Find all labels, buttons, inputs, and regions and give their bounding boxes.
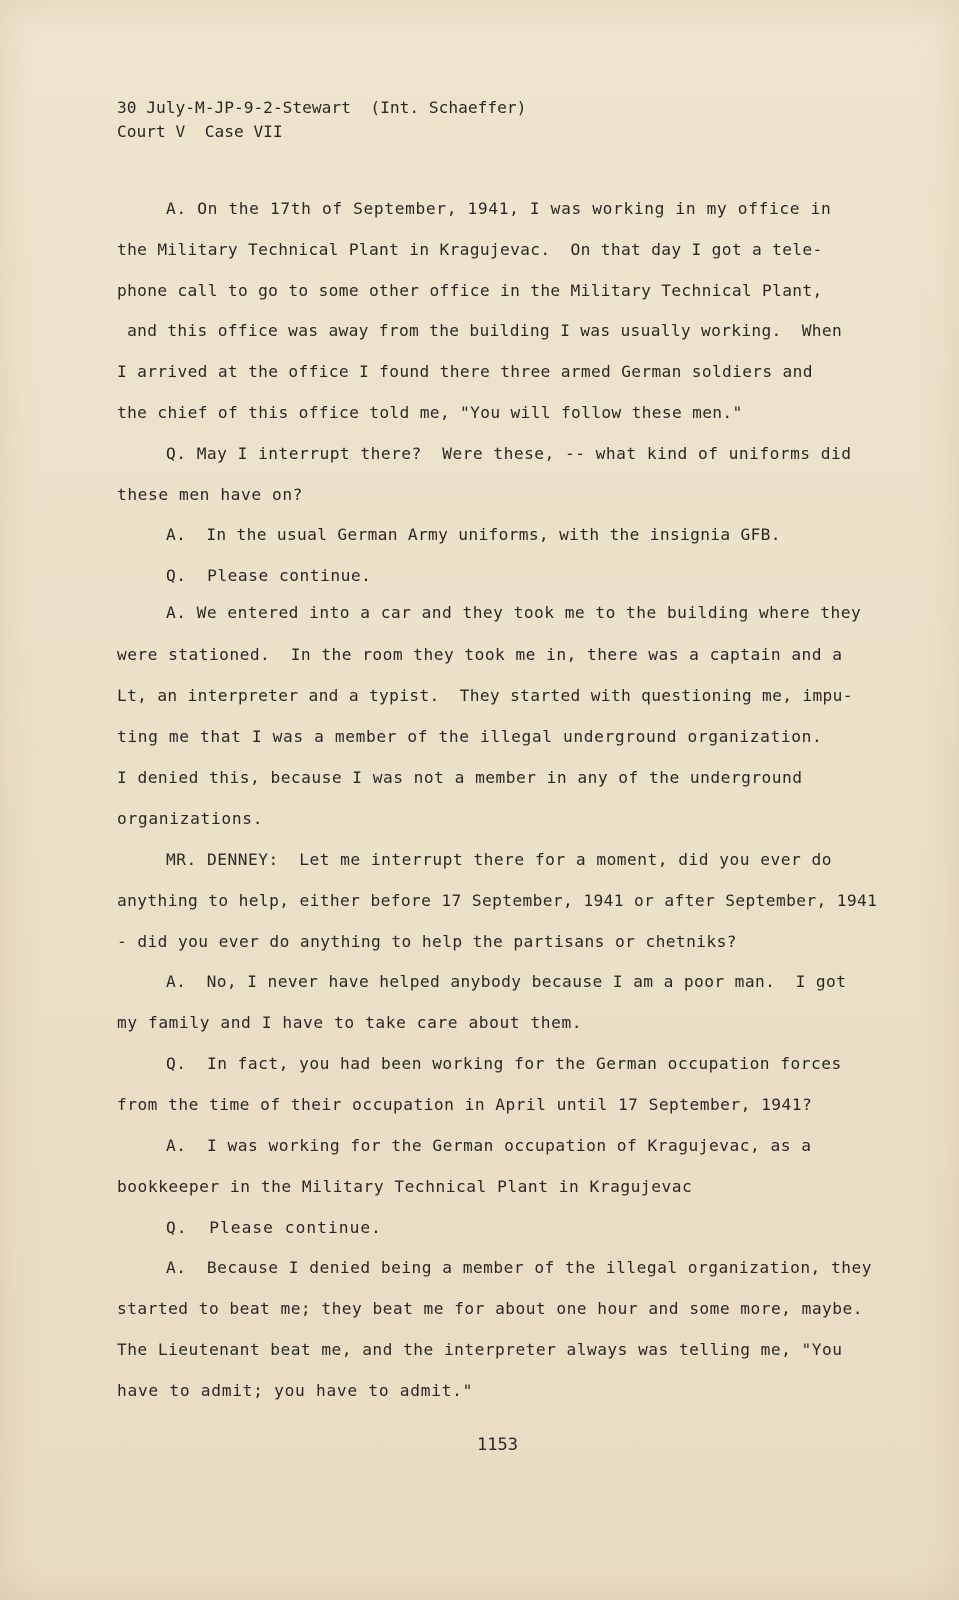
text-line: Lt, an interpreter and a typist. They started with questioning me, impu- [117,686,853,705]
text-line: started to beat me; they beat me for about one hour and some more, maybe. [117,1299,863,1318]
text-line: and this office was away from the building I was usually working. When [117,321,843,340]
text-line: the chief of this office told me, "You will follow these men." [117,403,743,422]
text-line: from the time of their occupation in April until 17 September, 1941? [117,1095,813,1114]
text-line: A. On the 17th of September, 1941, I was working in my office in [166,199,832,218]
text-line: Q. Please continue. [166,566,372,585]
header-line-2: Court V Case VII [117,122,283,141]
page-number: 1153 [477,1435,518,1455]
text-line: organizations. [117,809,264,828]
text-line: A. No, I never have helped anybody because I am a poor man. I got [166,972,847,991]
text-line: A. We entered into a car and they took me to the building where they [166,603,862,622]
text-line: I arrived at the office I found there three armed German soldiers and [117,362,813,381]
text-line: were stationed. In the room they took me in, there was a captain and a [117,645,843,664]
document-header [117,96,526,144]
text-line: bookkeeper in the Military Technical Plant in Kragujevac [117,1177,693,1196]
text-line: my family and I have to take care about them. [117,1013,583,1032]
text-line: these men have on? [117,485,304,504]
text-line: Q. May I interrupt there? Were these, -- what kind of uniforms did [166,444,852,463]
text-line: A. In the usual German Army uniforms, with the insignia GFB. [166,525,781,544]
text-line: - did you ever do anything to help the partisans or chetniks? [117,932,737,951]
text-line: A. Because I denied being a member of the illegal organization, they [166,1258,872,1277]
text-line: MR. DENNEY: Let me interrupt there for a moment, did you ever do [166,850,832,869]
text-line: The Lieutenant beat me, and the interpreter always was telling me, "You [117,1340,843,1359]
text-line: have to admit; you have to admit." [117,1381,474,1400]
text-line: ting me that I was a member of the illegal underground organization. [117,727,823,746]
header-line-1: 30 July-M-JP-9-2-Stewart (Int. Schaeffer) [117,98,527,117]
text-line: Q. Please continue. [166,1218,382,1237]
text-line: Q. In fact, you had been working for the German occupation forces [166,1054,842,1073]
text-line: phone call to go to some other office in the Military Technical Plant, [117,281,823,300]
text-line: A. I was working for the German occupation of Kragujevac, as a [166,1136,812,1155]
text-line: anything to help, either before 17 September, 1941 or after September, 1941 [117,891,878,910]
text-line: the Military Technical Plant in Kragujevac. On that day I got a tele- [117,240,823,259]
text-line: I denied this, because I was not a member in any of the underground [117,768,803,787]
